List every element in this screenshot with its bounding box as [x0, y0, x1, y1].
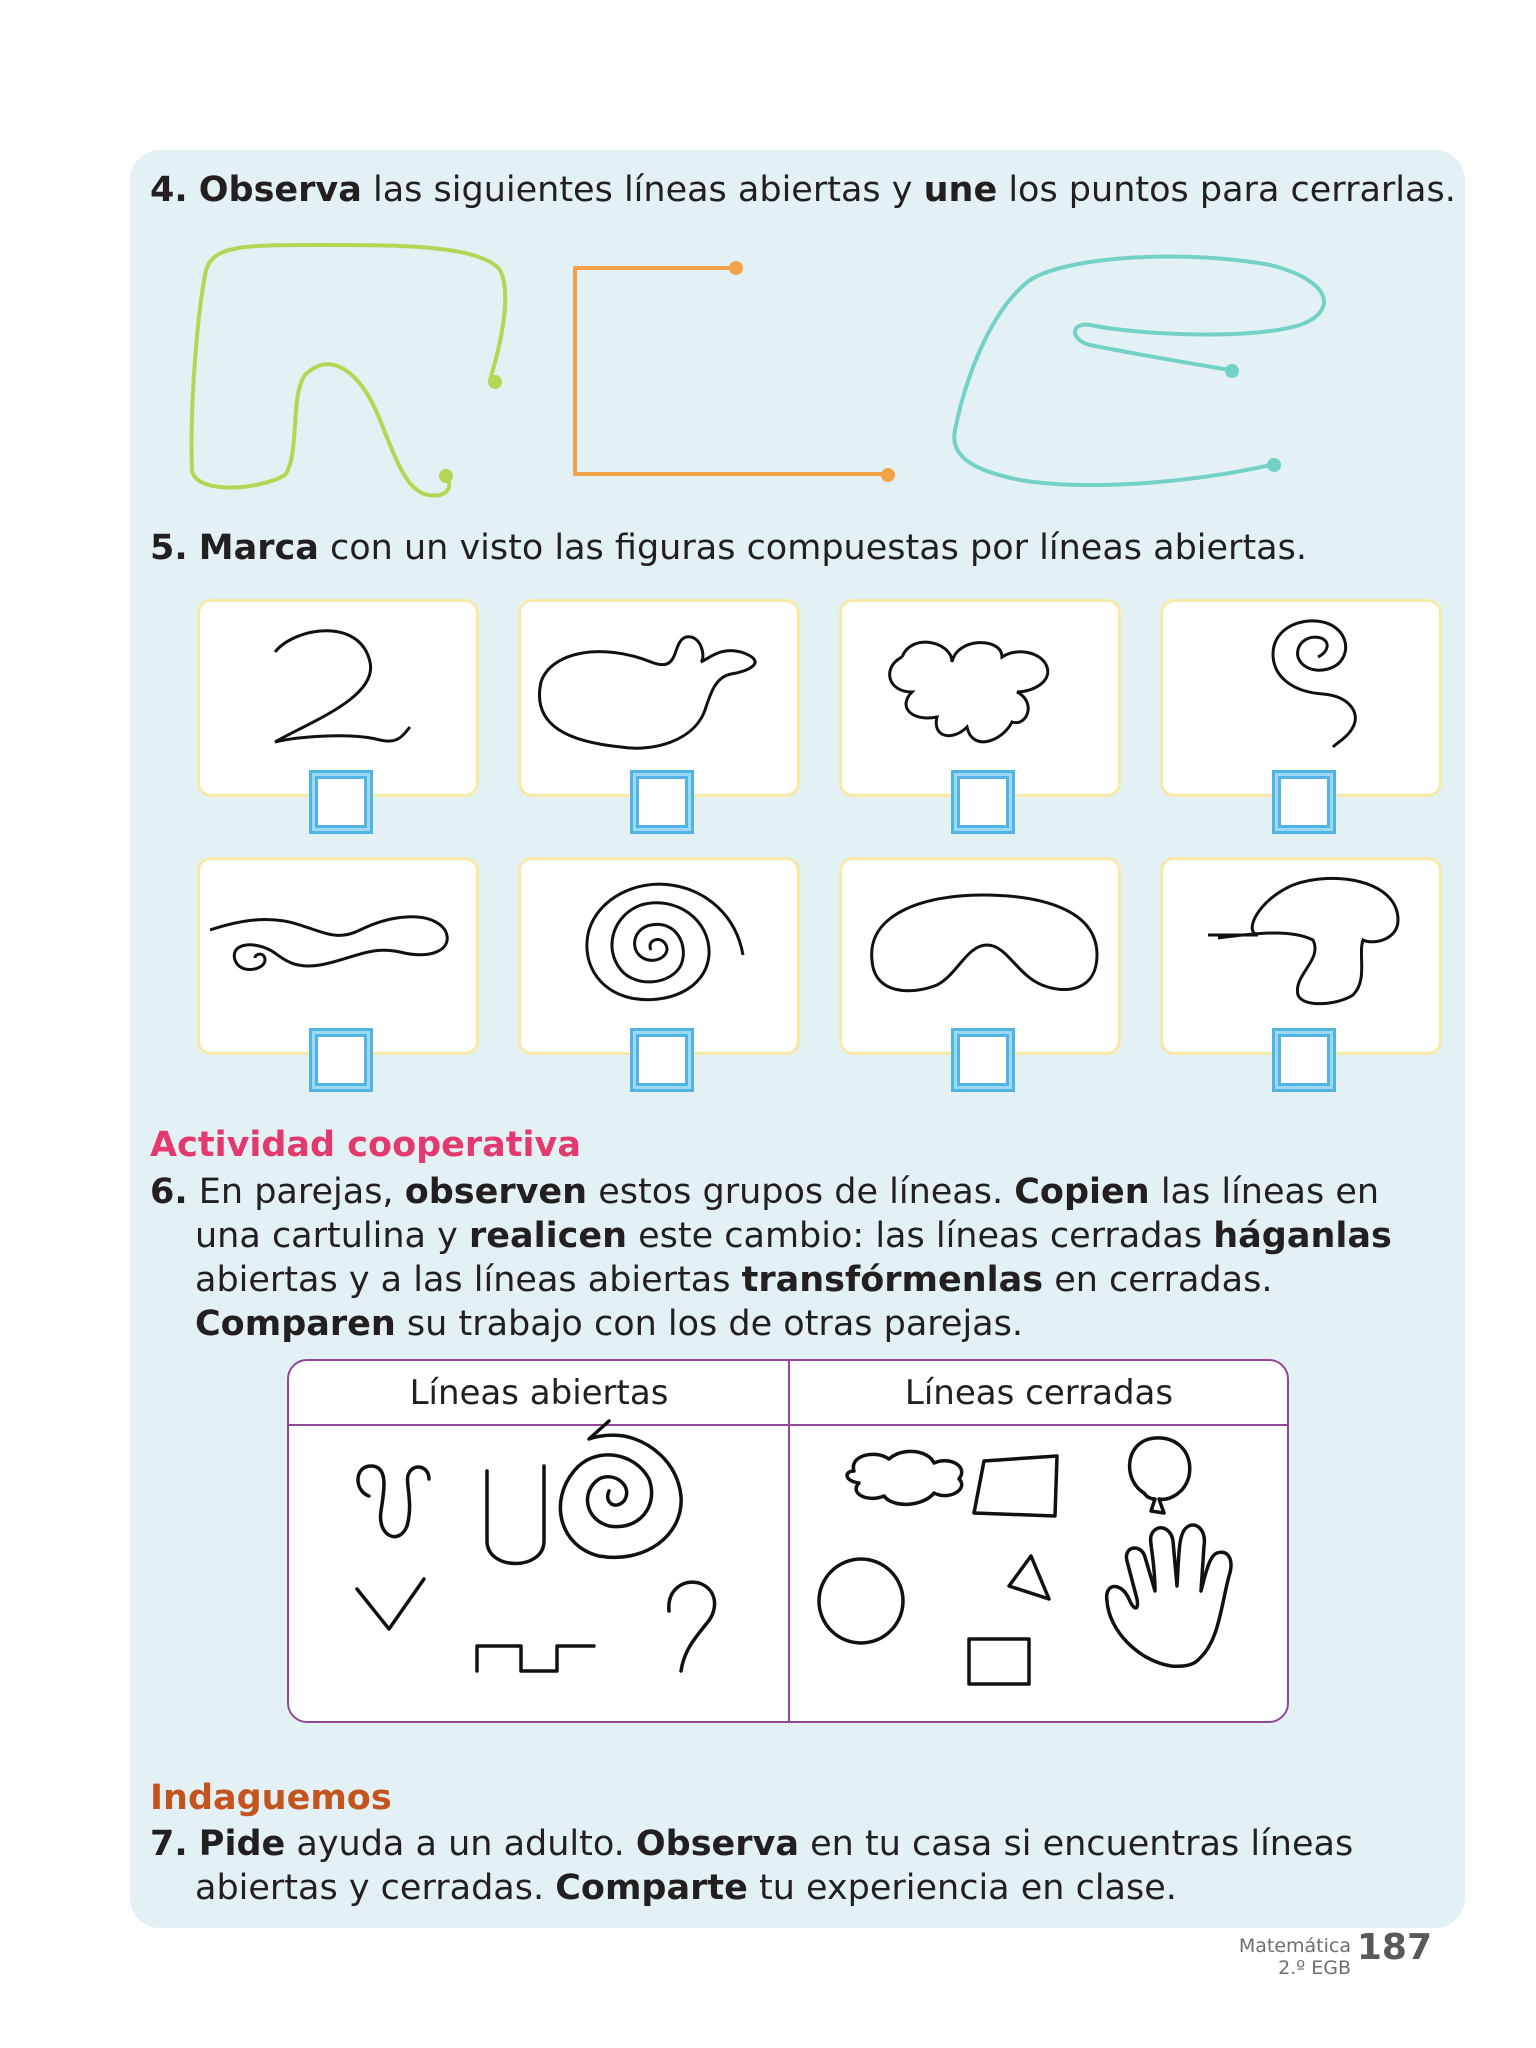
closed-cloud: [847, 1451, 962, 1504]
open-u-curly: [358, 1466, 429, 1537]
indaguemos-heading: Indaguemos: [150, 1778, 392, 1818]
column-header-closed-lines: Líneas cerradas: [904, 1373, 1174, 1413]
green-endpoint-dot: [439, 469, 453, 483]
mushroom-shape-line: [1208, 878, 1398, 1003]
closed-trapezoid: [974, 1456, 1057, 1516]
closed-circle: [819, 1559, 903, 1643]
question-7: 7. Pide ayuda a un adulto. Observa en tu casa si encuentras líneas abiertas y cerradas. Comparte tu experiencia en clase.: [150, 1824, 1354, 1908]
figure-card-spiral-tail: [1160, 599, 1442, 797]
teal-open-line: [954, 257, 1324, 485]
page-number: 187: [1356, 1927, 1432, 1968]
column-header-open-lines: Líneas abiertas: [409, 1373, 669, 1413]
cooperative-heading: Actividad cooperativa: [150, 1125, 581, 1165]
figure-card-wave-spiral: [197, 857, 479, 1055]
lines-table: [287, 1359, 1289, 1723]
checkbox-figure-7[interactable]: [951, 1028, 1015, 1092]
open-step-line: [477, 1646, 594, 1671]
closed-hand: [1107, 1525, 1231, 1666]
figure-card-flower-blob: [839, 599, 1121, 797]
open-v-shape: [357, 1579, 424, 1629]
checkbox-figure-4[interactable]: [1272, 770, 1336, 834]
green-endpoint-dot: [488, 375, 502, 389]
figure-card-kidney: [839, 857, 1121, 1055]
figure-card-whale: [518, 599, 800, 797]
lines-table-drawing: [289, 1361, 1289, 1723]
blob-shape-line: [890, 642, 1048, 742]
question-6: 6. En parejas, observen estos grupos de líneas. Copien las líneas en una cartulina y realicen este cambio: las líneas cerradas háganlas abiertas y a las líneas abiertas transfórmenlas en cerradas. Comparen su trabajo con los de otras parejas.: [150, 1172, 1392, 1344]
footer-subject-name: Matemática: [1238, 1935, 1351, 1957]
orange-endpoint-dot: [729, 261, 743, 275]
whale-shape-line: [539, 637, 755, 748]
checkbox-figure-3[interactable]: [951, 770, 1015, 834]
figure-card-spiral: [518, 857, 800, 1055]
checkbox-figure-8[interactable]: [1272, 1028, 1336, 1092]
question-5: 5. Marca con un visto las figuras compuestas por líneas abiertas.: [150, 528, 1307, 568]
green-open-line: [192, 245, 506, 496]
spiral-shape-line: [587, 884, 743, 1000]
open-lines-figures: [0, 0, 1536, 520]
closed-triangle: [1009, 1556, 1049, 1599]
open-spiral: [560, 1421, 681, 1557]
two-shape-line: [275, 631, 410, 742]
figure-card-number-two: [197, 599, 479, 797]
orange-endpoint-dot: [881, 468, 895, 482]
wave-spiral-shape-line: [210, 917, 447, 970]
question-4: 4. Observa las siguientes líneas abiertas y une los puntos para cerrarlas.: [150, 170, 1456, 210]
checkbox-figure-6[interactable]: [630, 1028, 694, 1092]
teal-endpoint-dot: [1267, 458, 1281, 472]
checkbox-figure-1[interactable]: [309, 770, 373, 834]
checkbox-figure-5[interactable]: [309, 1028, 373, 1092]
figure-card-mushroom: [1160, 857, 1442, 1055]
footer-grade: 2.º EGB: [1278, 1957, 1351, 1979]
open-u-shape: [487, 1466, 544, 1564]
footer-subject: [1239, 1935, 1351, 1979]
spiral-tail-shape-line: [1273, 621, 1355, 747]
orange-open-line: [575, 268, 888, 474]
closed-balloon: [1130, 1438, 1190, 1513]
open-question-mark: [669, 1582, 715, 1671]
teal-endpoint-dot: [1225, 364, 1239, 378]
closed-rectangle: [969, 1639, 1029, 1684]
kidney-shape-line: [872, 895, 1097, 991]
checkbox-figure-2[interactable]: [630, 770, 694, 834]
